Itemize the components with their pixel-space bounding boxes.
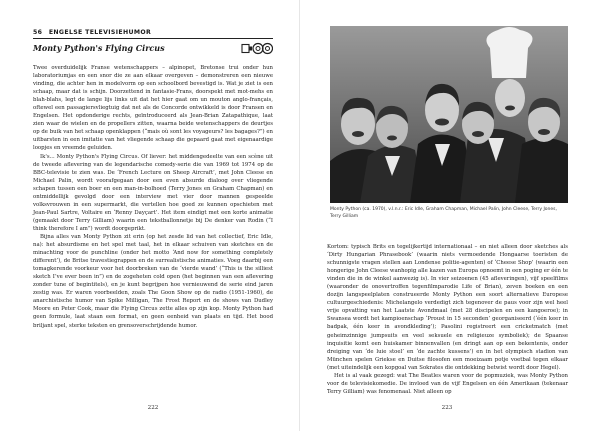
section-title: Monty Python's Flying Circus [33,43,165,53]
monty-python-photo [330,26,568,203]
header-rule [33,38,273,39]
left-body-text [33,64,273,330]
running-head [33,29,151,36]
paragraph: Twee overduidelijk Franse wetenschappers – alpinopet, Bretonse trui onder hun laboratoriumjas en een snor die ze aan elkaar overgeven – demonstreren een nieuwe vinding, die achter hen in modelvorm op een schoolbord bevestigd is. Wat je ziet is een schaap, maar dat is schijn. Doorzettend in fantasie-Frans, doorspekt met mot-mehs en blah-blahs, legt de lange lijs links uit dat het hier gaat om un mouton anglo-français, oftewel een passagiersvliegtuig dat net als de Concorde ontwikkeld is door Fransen en Engelsen. Het opdonderige rechts, geïntroduceerd als Jean-Brian Zatapathique, laat zien waar de wielen en de propellers zitten, waarna beide wetenschappers de deurtjes op de buik van het schaap openklappen (“mais où sont les voyageurs? les bagages?”) en uitbarsten in een imitatie van het vliegende schaap die gepaard gaat met eigenaardige loopjes en vreemde geluiden. [33,65,273,152]
paragraph: Bijna alles van Monty Python zit erin (op het zesde lid van het collectief, Eric Idle, na): het absurdisme en het spel met taal, het in elkaar schuiven van sketches en de minachting voor de punchline (onder het motto ‘And now for something completely different’), de Britse travestiegrappen en de surrealistische animaties. Voeg daarbij een tomagkerende voorkeur voor het doorbreken van de ‘vierde wand’ (“This is the silliest sketch I’ve ever been in”) en de zogeheten cold open (het beginnen van een aflevering zonder tune of begintitels), en je kunt begrijpen hoe vernieuwend de serie eind jaren zestig was. Er waren voorbeelden, zoals The Goon Show op de radio (1951-1960), de anarchistische humor van Spike Milligan, The Frost Report en de shows van Dudley Moore en Peter Cook, maar die Flying Circus zette alles op zijn kop. Monty Python had geen formule, laat staan een format, en geen eenheid van plaats en tijd. Het bood briljant spel, sterke teksten en grensoverschrijdende humor. [33,233,273,329]
paragraph: Kortom: typisch Brits en tegelijkertijd internationaal – en niet alleen door sketches als ‘Dirty Hungarian Phrasebook’ (waarin niets vermoedende Hongaarse toeristen de schunnigste vragen stellen aan Londense politie-agenten) of ‘Cheese Shop’ (waarin een hongerige John Cleese wanhopig alle kazen van Europa opnoemt in een poging er één te vinden die in de winkel aanwezig is). In vier seizoenen (45 afleveringen), vijf speelfilms (waaronder de onovertroffen tegenfilmparodie Life of Brian), zeven boeken en een dozijn langspeelplaten construeerde Monty Python een soort alternatieve Europese cultuurgeschiedenis: Michelangelo verdedigt zich tegenover de paus voor zijn wel heel vrije opvatting van het Laatste Avondmaal (met 28 discipelen en een kangoeroe); in Swansea wordt het kampioenschap ‘Proust in 15 seconden’ georganiseerd (‘één keer in badpak, één keer in avondkleding’); Pasolini registreert een cricketmatch (met geheimzinnige jumpsuits en veel seksuele en religieuze symboliek); de Spaanse inquisitie komt een huiskamer binnenvallen (en dringt aan op een bekentenis, onder dreiging van ‘de luie stoel’ en ‘de zachte kussens’) en in het olympisch stadion van München spelen Griekse en Duitse filosofen een moeizaam potje voetbal tegen elkaar (met uiteindelijk een kopgoal van Sokrates die ontdekking betwist wordt door Hegel). [327,244,568,371]
paragraph: Ik's... Monty Python's Flying Circus. Of liever: het middengedeelte van een scène uit de tweede aflevering van de legendarische comedy-serie die van 1969 tot 1974 op de BBC-televisie te zien was. De ‘French Lecture on Sheep Aircraft’, met John Cleese en Michael Palin, wordt voorafgegaan door een even absurde dialoog over vliegende schapen tussen een boer en een man-in-bolhoed (Terry Jones en Graham Chapman) en ontmiddellijk gevolgd door een interview met vier door mannen gespeelde volksvrouwen in een supermarkt, die vertellen hoe goed ze kunnen opschieten met Jean-Paul Sartre, Voltaire en ‘Renny Dayçart’. Het item eindigt met een korte animatie (gemaakt door Terry Gilliam) waarin een tekstballonnetje bij De denker van Rodin (“I think therefore I am”) wordt doorgeprikt. [33,153,273,232]
right-page [300,0,600,431]
paragraph: Het is al vaak gezegd: wat The Beatles waren voor de popmuziek, was Monty Python voor de televisiekomedie. De invloed van de vijf Engelsen en één Amerikaan (tekenaar Terry Gilliam) was fenomenaal. Niet alleen op [327,372,568,395]
running-head-title: ENGELSE TELEVISIEHUMOR [48,29,152,36]
page-number: 223 [441,405,453,411]
photo-caption: Monty Python (ca. 1970), v.l.n.r.: Eric Idle, Graham Chapman, Michael Palin, John Cleese, Terry Jones, Terry Gilliam [330,207,557,219]
running-head-page-number: 56 [33,29,43,36]
right-body-text [327,243,568,396]
film-reel-icon [241,42,273,55]
page-number: 222 [147,405,159,411]
